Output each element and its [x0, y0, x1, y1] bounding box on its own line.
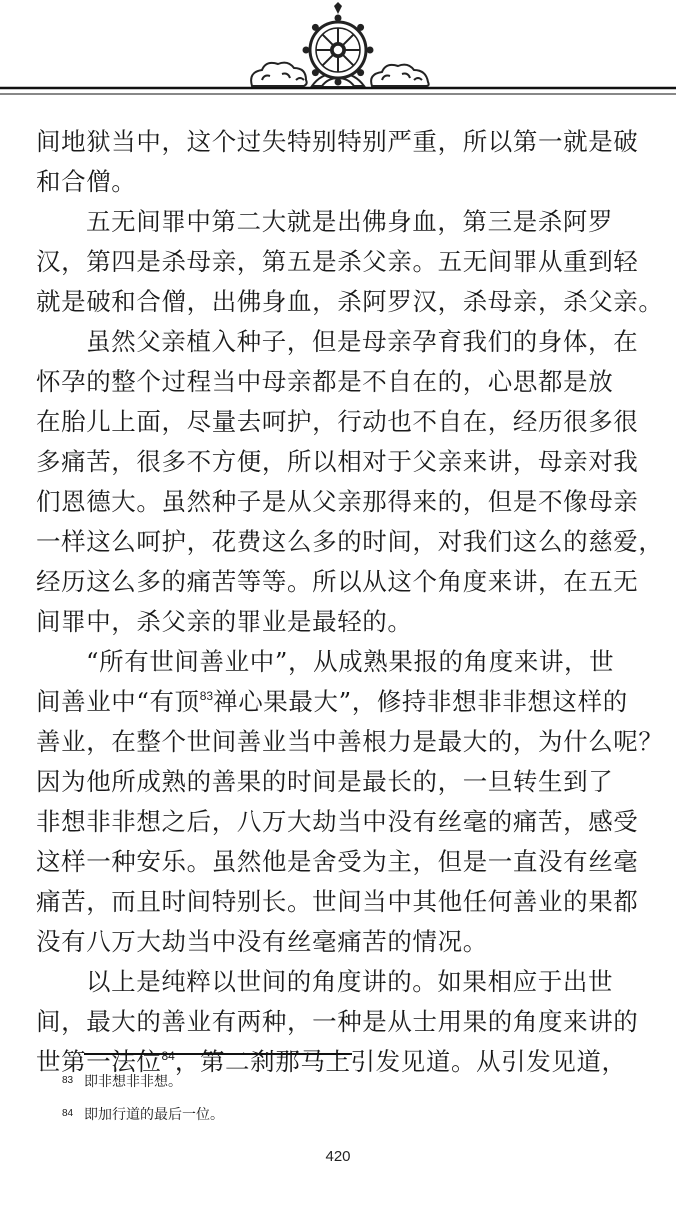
text-line: 痛苦，而且时间特别长。世间当中其他任何善业的果都: [36, 887, 639, 916]
dharma-wheel-icon: [0, 0, 676, 110]
text-line: 五无间罪中第二大就是出佛身血，第三是杀阿罗: [86, 207, 614, 236]
text-line: 间罪中，杀父亲的罪业是最轻的。: [36, 607, 413, 636]
text-line: 非想非非想之后，八万大劫当中没有丝毫的痛苦，感受: [36, 807, 639, 836]
text-line: [36, 682, 648, 722]
text-line: 在胎儿上面，尽量去呵护，行动也不自在，经历很多很: [36, 407, 639, 436]
text-line: 和合僧。: [36, 167, 137, 196]
footnote-ref[interactable]: 83: [199, 689, 214, 703]
text-line: 一样这么呵护，花费这么多的时间，对我们这么的慈爱，: [36, 527, 664, 556]
footnote-divider: [84, 1053, 352, 1055]
footnote-84: [62, 1104, 224, 1125]
footnote-ref[interactable]: 84: [161, 1049, 175, 1063]
footnote-text: 即非想非非想。: [84, 1074, 182, 1090]
text-line: 经历这么多的痛苦等等。所以从这个角度来讲，在五无: [36, 567, 639, 596]
page-header-ornament: [0, 0, 676, 110]
footnote-number: 84: [62, 1108, 74, 1119]
text-line: 间地狱当中，这个过失特别特别严重，所以第一就是破: [36, 127, 639, 156]
text-line: 们恩德大。虽然种子是从父亲那得来的，但是不像母亲: [36, 487, 639, 516]
text-line: 以上是纯粹以世间的角度讲的。如果相应于出世: [86, 967, 614, 996]
text-line: 间，最大的善业有两种，一种是从士用果的角度来讲的: [36, 1007, 639, 1036]
text-segment: ，第二刹那马上引发见道。从引发见道，: [174, 1047, 627, 1076]
footnote-83: [62, 1071, 182, 1092]
text-line: 多痛苦，很多不方便，所以相对于父亲来讲，母亲对我: [36, 447, 639, 476]
text-line: 善业，在整个世间善业当中善根力是最大的，为什么呢？: [36, 727, 664, 756]
text-segment: 间善业中“有顶: [36, 687, 200, 716]
text-line: 怀孕的整个过程当中母亲都是不自在的，心思都是放: [36, 367, 614, 396]
text-line: “所有世间善业中”，从成熟果报的角度来讲，世: [86, 647, 615, 676]
text-line: 没有八万大劫当中没有丝毫痛苦的情况。: [36, 927, 488, 956]
text-segment: 禅心果最大”，修持非想非非想这样的: [213, 687, 628, 716]
footnote-text: 即加行道的最后一位。: [84, 1107, 224, 1123]
text-line: 这样一种安乐。虽然他是舍受为主，但是一直没有丝毫: [36, 847, 639, 876]
text-line: 汉，第四是杀母亲，第五是杀父亲。五无间罪从重到轻: [36, 247, 639, 276]
text-segment: 世第一法位: [36, 1047, 162, 1076]
text-line: 虽然父亲植入种子，但是母亲孕育我们的身体，在: [86, 327, 639, 356]
page-number: 420: [325, 1148, 351, 1165]
footnote-number: 83: [62, 1075, 74, 1086]
body-text: [36, 122, 664, 1082]
text-line: 因为他所成熟的善果的时间是最长的，一旦转生到了: [36, 767, 614, 796]
cloud-scroll-icon: [251, 63, 307, 86]
text-line: 就是破和合僧，出佛身血，杀阿罗汉，杀母亲，杀父亲。: [36, 287, 664, 316]
